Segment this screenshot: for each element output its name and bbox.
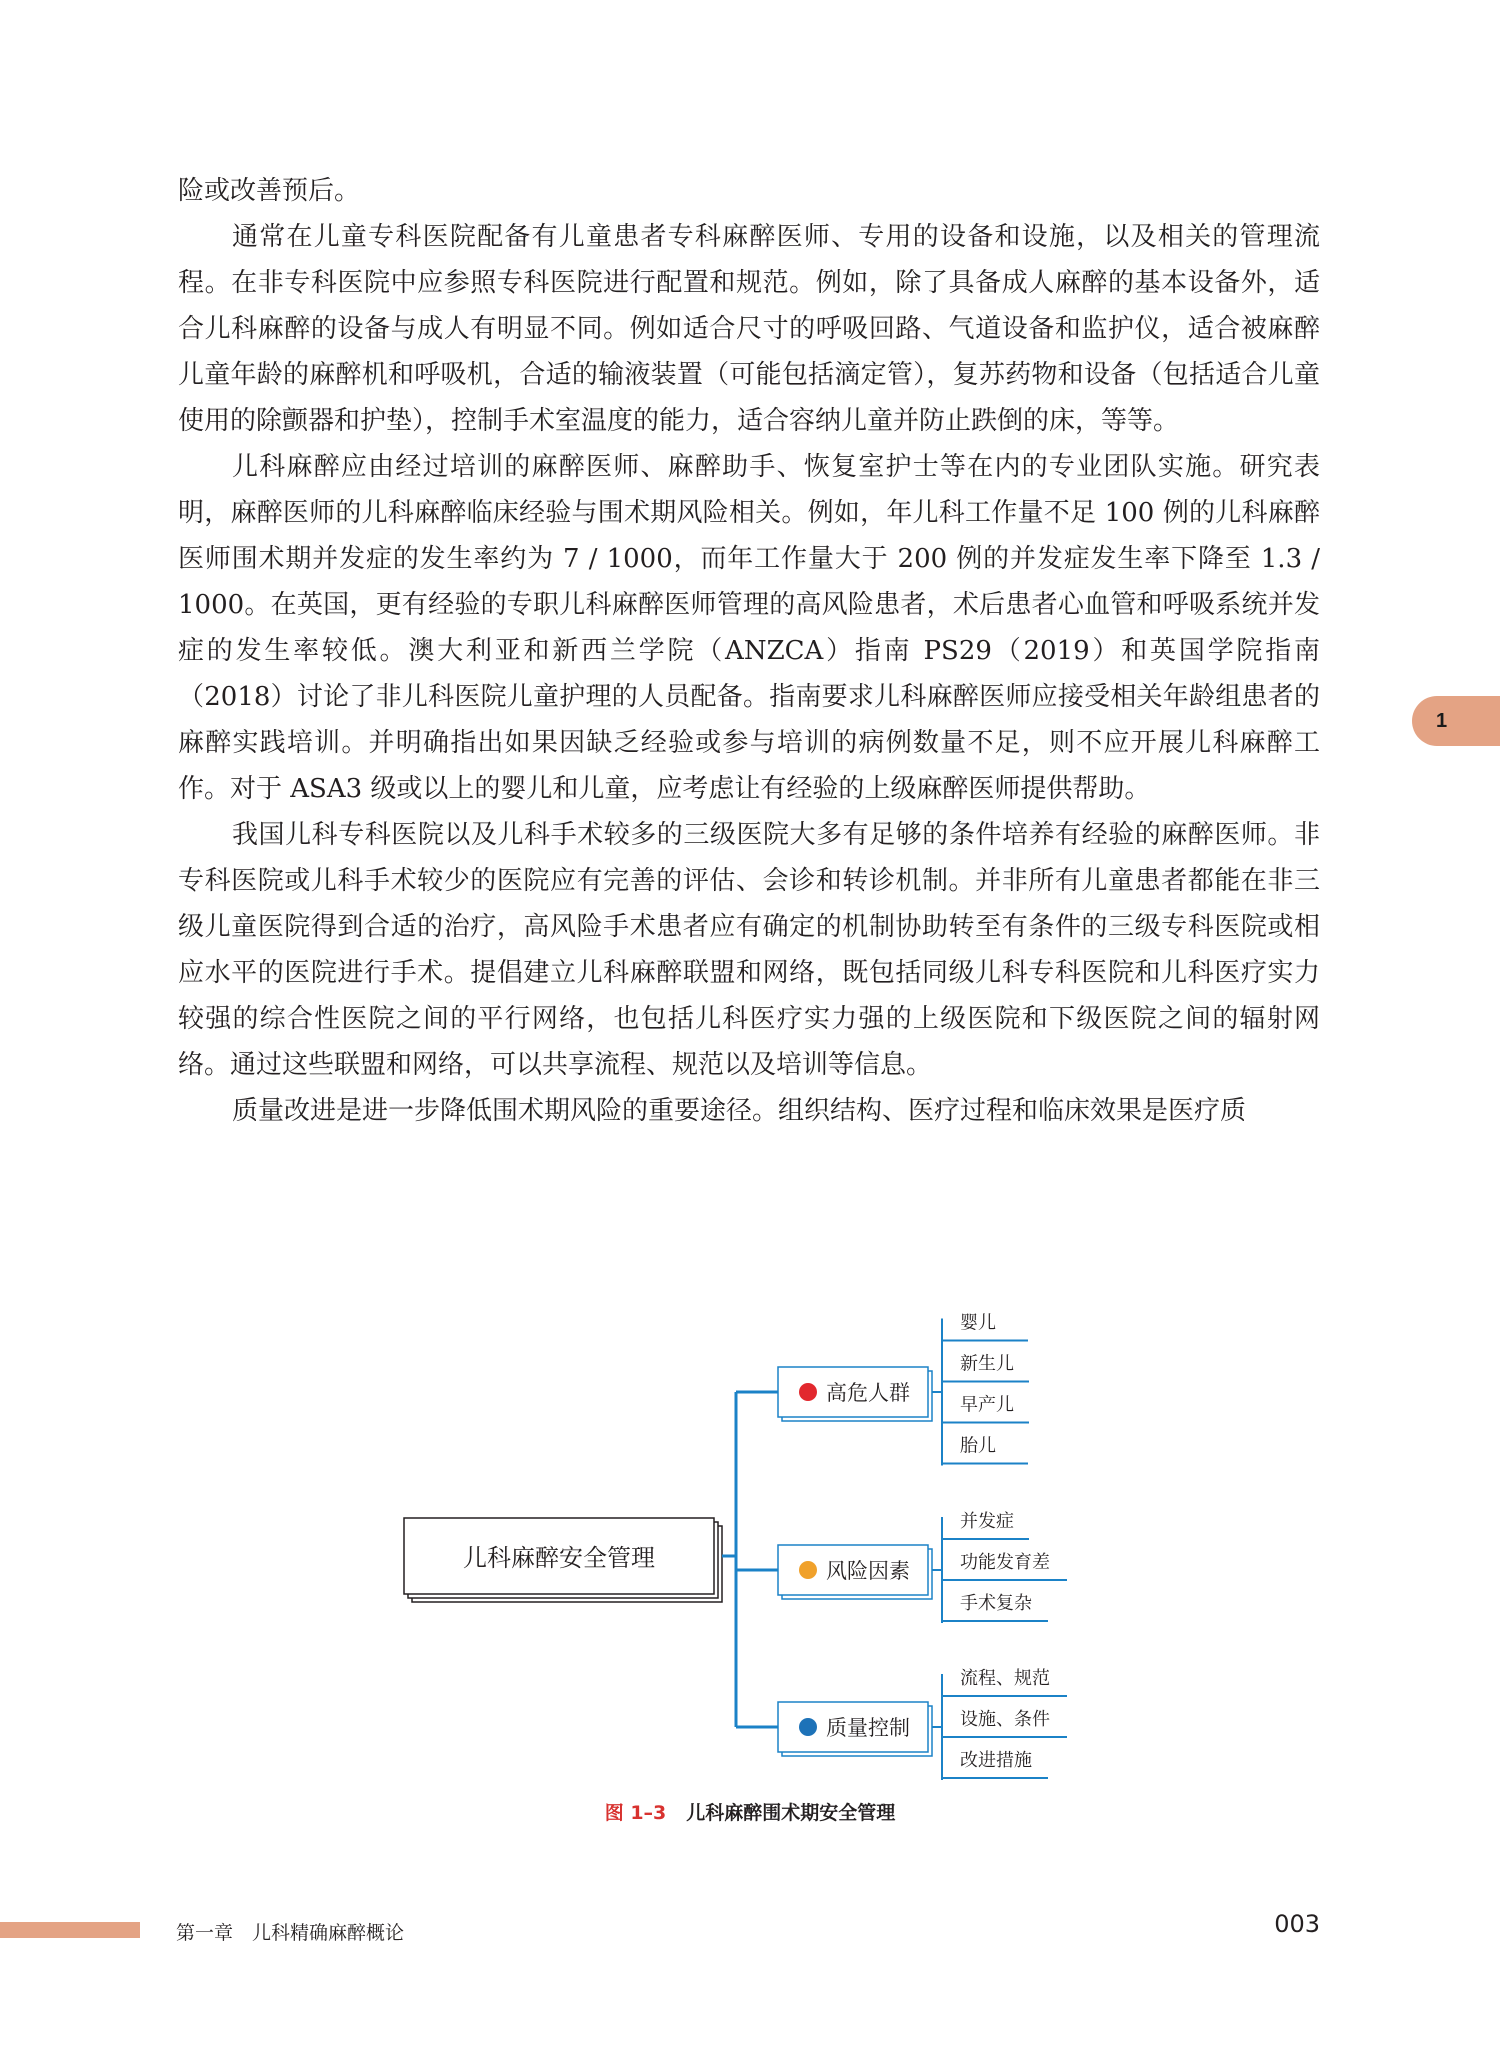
paragraph: 儿科麻醉应由经过培训的麻醉医师、麻醉助手、恢复室护士等在内的专业团队实施。研究表明，麻醉医师的儿科麻醉临床经验与围术期风险相关。例如，年儿科工作量不足 100 例的儿科麻醉医师围术期并发症的发生率约为 7 / 1000，而年工作量大于 200 例的并发症发生率下降至 1.3 / 1000。在英国，更有经验的专职儿科麻醉医师管理的高风险患者，术后患者心血管和呼吸系统并发症的发生率较低。澳大利亚和新西兰学院（ANZCA）指南 PS29（2019）和英国学院指南（2018）讨论了非儿科医院儿童护理的人员配备。指南要求儿科麻醉医师应接受相关年龄组患者的麻醉实践培训。并明确指出如果因缺乏经验或参与培训的病例数量不足，则不应开展儿科麻醉工作。对于 ASA3 级或以上的婴儿和儿童，应考虑让有经验的上级麻醉医师提供帮助。 bbox=[178, 452, 1320, 804]
paragraph: 通常在儿童专科医院配备有儿童患者专科麻醉医师、专用的设备和设施，以及相关的管理流程。在非专科医院中应参照专科医院进行配置和规范。例如，除了具备成人麻醉的基本设备外，适合儿科麻醉的设备与成人有明显不同。例如适合尺寸的呼吸回路、气道设备和监护仪，适合被麻醉儿童年龄的麻醉机和呼吸机，合适的输液装置（可能包括滴定管），复苏药物和设备（包括适合儿童使用的除颤器和护垫），控制手术室温度的能力，适合容纳儿童并防止跌倒的床，等等。 bbox=[178, 222, 1320, 436]
branch-bullet-icon bbox=[799, 1383, 817, 1401]
page-number: 003 bbox=[1274, 1910, 1320, 1938]
branch-bullet-icon bbox=[799, 1718, 817, 1736]
figure-caption bbox=[0, 1798, 1500, 1825]
paragraph: 我国儿科专科医院以及儿科手术较多的三级医院大多有足够的条件培养有经验的麻醉医师。非专科医院或儿科手术较少的医院应有完善的评估、会诊和转诊机制。并非所有儿童患者都能在非三级儿童医院得到合适的治疗，高风险手术患者应有确定的机制协助转至有条件的三级专科医院或相应水平的医院进行手术。提倡建立儿科麻醉联盟和网络，既包括同级儿科专科医院和儿科医疗实力较强的综合性医院之间的平行网络，也包括儿科医疗实力强的上级医院和下级医院之间的辐射网络。通过这些联盟和网络，可以共享流程、规范以及培训等信息。 bbox=[178, 820, 1320, 1080]
leaf-label: 改进措施 bbox=[960, 1750, 1032, 1771]
branch-label: 质量控制 bbox=[826, 1716, 910, 1740]
leaf-label: 流程、规范 bbox=[960, 1668, 1050, 1689]
leaf-label: 新生儿 bbox=[960, 1353, 1014, 1375]
figure-number: 图 1–3 bbox=[604, 1802, 667, 1824]
mind-map-diagram bbox=[0, 1290, 1500, 1800]
leaf-label: 设施、条件 bbox=[960, 1709, 1050, 1730]
branch-label: 高危人群 bbox=[826, 1381, 910, 1405]
paragraph: 质量改进是进一步降低围术期风险的重要途径。组织结构、医疗过程和临床效果是医疗质 bbox=[232, 1096, 1247, 1126]
body-text bbox=[178, 168, 1320, 1134]
branch-bullet-icon bbox=[799, 1561, 817, 1579]
leaf-label: 早产儿 bbox=[960, 1394, 1014, 1416]
leaf-label: 并发症 bbox=[960, 1511, 1014, 1532]
paragraph: 险或改善预后。 bbox=[178, 176, 361, 206]
figure-title: 儿科麻醉围术期安全管理 bbox=[686, 1802, 896, 1824]
leaf-label: 手术复杂 bbox=[960, 1593, 1032, 1614]
leaf-label: 胎儿 bbox=[960, 1435, 996, 1457]
footer-chapter-title: 第一章 儿科精确麻醉概论 bbox=[176, 1922, 405, 1944]
root-label: 儿科麻醉安全管理 bbox=[463, 1544, 655, 1572]
chapter-side-tab: 1 bbox=[1412, 696, 1500, 746]
footer-accent-bar bbox=[0, 1922, 140, 1938]
leaf-label: 婴儿 bbox=[960, 1312, 996, 1334]
branch-label: 风险因素 bbox=[826, 1559, 910, 1583]
leaf-label: 功能发育差 bbox=[960, 1552, 1050, 1573]
